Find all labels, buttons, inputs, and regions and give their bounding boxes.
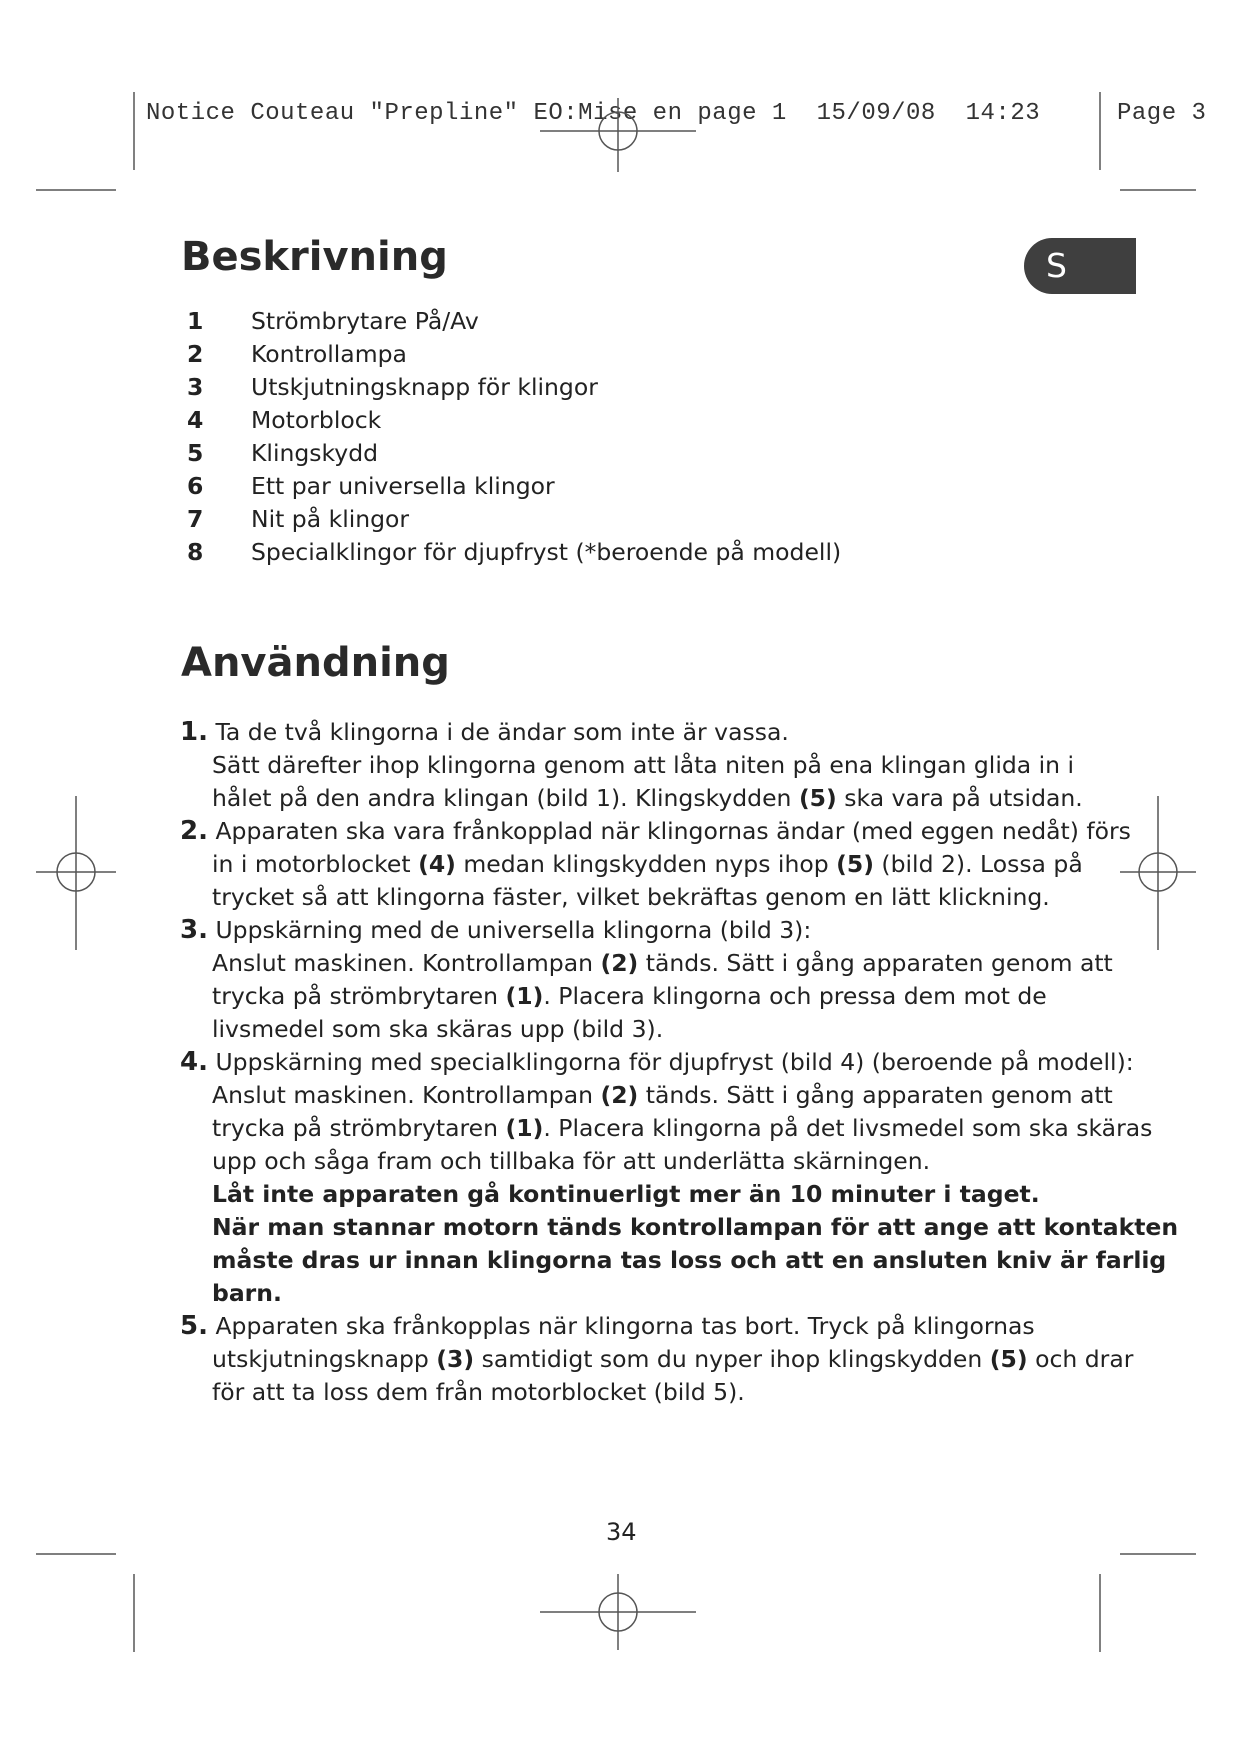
parts-list-item	[187, 437, 841, 470]
part-reference: (1)	[505, 982, 544, 1010]
step-number: 1.	[180, 717, 208, 747]
parts-list-item	[187, 536, 841, 569]
description-heading: Beskrivning	[181, 234, 448, 280]
usage-step	[180, 1310, 1140, 1409]
parts-list-item	[187, 338, 841, 371]
step-text: (bild 2). Lossa på	[873, 850, 1083, 878]
part-reference: (5)	[798, 784, 837, 812]
parts-item-number: 4	[187, 406, 204, 434]
part-reference: (4)	[418, 850, 456, 878]
step-text: upp och såga fram och tillbaka för att underlätta skärningen.	[212, 1147, 931, 1175]
step-text-line	[212, 881, 1140, 914]
usage-step	[180, 815, 1140, 914]
parts-item-number: 6	[187, 472, 204, 500]
usage-step	[180, 1046, 1179, 1310]
step-number: 2.	[180, 816, 208, 846]
step-text-line	[212, 749, 1140, 782]
parts-item-number: 7	[187, 505, 204, 533]
step-text: . Placera klingorna och pressa dem mot de	[543, 982, 1047, 1010]
part-reference: (5)	[836, 850, 874, 878]
parts-item-label: Motorblock	[251, 406, 382, 434]
step-text: trycket så att klingorna fäster, vilket bekräftas genom en lätt klickning.	[212, 883, 1050, 911]
safety-warning-line: Låt inte apparaten gå kontinuerligt mer än 10 minuter i taget.	[212, 1180, 1040, 1208]
step-first-line: Uppskärning med de universella klingorna (bild 3):	[215, 916, 812, 944]
part-reference: (1)	[505, 1114, 544, 1142]
step-number: 3.	[180, 915, 208, 945]
parts-item-label: Kontrollampa	[251, 340, 407, 368]
step-text: samtidigt som du nyper ihop klingskydden	[474, 1345, 990, 1373]
step-text: . Placera klingorna på det livsmedel som ska skäras	[543, 1114, 1153, 1142]
step-text: trycka på strömbrytaren	[212, 1114, 506, 1142]
parts-item-label: Strömbrytare På/Av	[251, 307, 479, 335]
step-text: tänds. Sätt i gång apparaten genom att	[638, 949, 1113, 977]
parts-item-label: Specialklingor för djupfryst (*beroende på modell)	[251, 538, 842, 566]
safety-warning-line: måste dras ur innan klingorna tas loss och att en ansluten kniv är farlig	[212, 1246, 1167, 1274]
step-text: Anslut maskinen. Kontrollampan	[212, 1081, 601, 1109]
step-text-line	[212, 947, 1140, 980]
usage-heading: Användning	[181, 640, 450, 686]
part-reference: (2)	[600, 1081, 639, 1109]
parts-item-number: 8	[187, 538, 204, 566]
step-text: livsmedel som ska skäras upp (bild 3).	[212, 1015, 664, 1043]
printer-slug-page: Page 3	[1117, 100, 1207, 127]
safety-warning-line: barn.	[212, 1279, 282, 1307]
step-first-line: Ta de två klingorna i de ändar som inte är vassa.	[215, 718, 789, 746]
parts-list-item	[187, 371, 841, 404]
step-number: 4.	[180, 1047, 208, 1077]
parts-item-number: 1	[187, 307, 204, 335]
part-reference: (5)	[989, 1345, 1028, 1373]
step-text: medan klingskydden nyps ihop	[455, 850, 837, 878]
step-text-line	[212, 1079, 1140, 1112]
parts-list-item	[187, 305, 841, 338]
step-text: in i motorblocket	[212, 850, 419, 878]
usage-step	[180, 914, 1140, 1046]
usage-steps	[180, 716, 1179, 1409]
step-text-line	[212, 848, 1140, 881]
parts-item-label: Utskjutningsknapp för klingor	[251, 373, 598, 401]
step-text: hålet på den andra klingan (bild 1). Klingskydden	[212, 784, 799, 812]
step-text: tänds. Sätt i gång apparaten genom att	[638, 1081, 1113, 1109]
step-text-line	[212, 1376, 1140, 1409]
parts-item-number: 5	[187, 439, 204, 467]
step-first-line: Uppskärning med specialklingorna för djupfryst (bild 4) (beroende på modell):	[215, 1048, 1134, 1076]
parts-list-item	[187, 503, 841, 536]
step-text-line	[212, 1343, 1140, 1376]
page-number: 34	[606, 1518, 637, 1546]
step-text-line	[212, 782, 1140, 815]
step-text: Sätt därefter ihop klingorna genom att låta niten på ena klingan glida in i	[212, 751, 1075, 779]
part-reference: (3)	[436, 1345, 475, 1373]
step-text-line	[212, 1013, 1140, 1046]
step-text: utskjutningsknapp	[212, 1345, 437, 1373]
printer-slug: Notice Couteau "Prepline" EO:Mise en page 1 15/09/08 14:23	[146, 100, 1041, 127]
parts-list-item	[187, 404, 841, 437]
parts-item-label: Ett par universella klingor	[251, 472, 555, 500]
safety-warning-line: När man stannar motorn tänds kontrollampan för att ange att kontakten	[212, 1213, 1179, 1241]
part-reference: (2)	[600, 949, 639, 977]
step-text: ska vara på utsidan.	[836, 784, 1083, 812]
step-text: och drar	[1027, 1345, 1134, 1373]
parts-item-label: Nit på klingor	[251, 505, 410, 533]
step-text: trycka på strömbrytaren	[212, 982, 506, 1010]
parts-list	[187, 305, 841, 569]
step-text-line	[212, 1112, 1153, 1145]
step-text: för att ta loss dem från motorblocket (bild 5).	[212, 1378, 745, 1406]
parts-item-number: 3	[187, 373, 204, 401]
step-first-line: Apparaten ska vara frånkopplad när klingornas ändar (med eggen nedåt) förs	[215, 817, 1131, 845]
step-text: Anslut maskinen. Kontrollampan	[212, 949, 601, 977]
step-text-line	[212, 1145, 1140, 1178]
parts-list-item	[187, 470, 841, 503]
parts-item-number: 2	[187, 340, 204, 368]
step-number: 5.	[180, 1311, 208, 1341]
parts-item-label: Klingskydd	[251, 439, 379, 467]
language-tab: S	[1024, 238, 1136, 294]
usage-step	[180, 716, 1140, 815]
step-text-line	[212, 980, 1140, 1013]
step-first-line: Apparaten ska frånkopplas när klingorna tas bort. Tryck på klingornas	[215, 1312, 1035, 1340]
